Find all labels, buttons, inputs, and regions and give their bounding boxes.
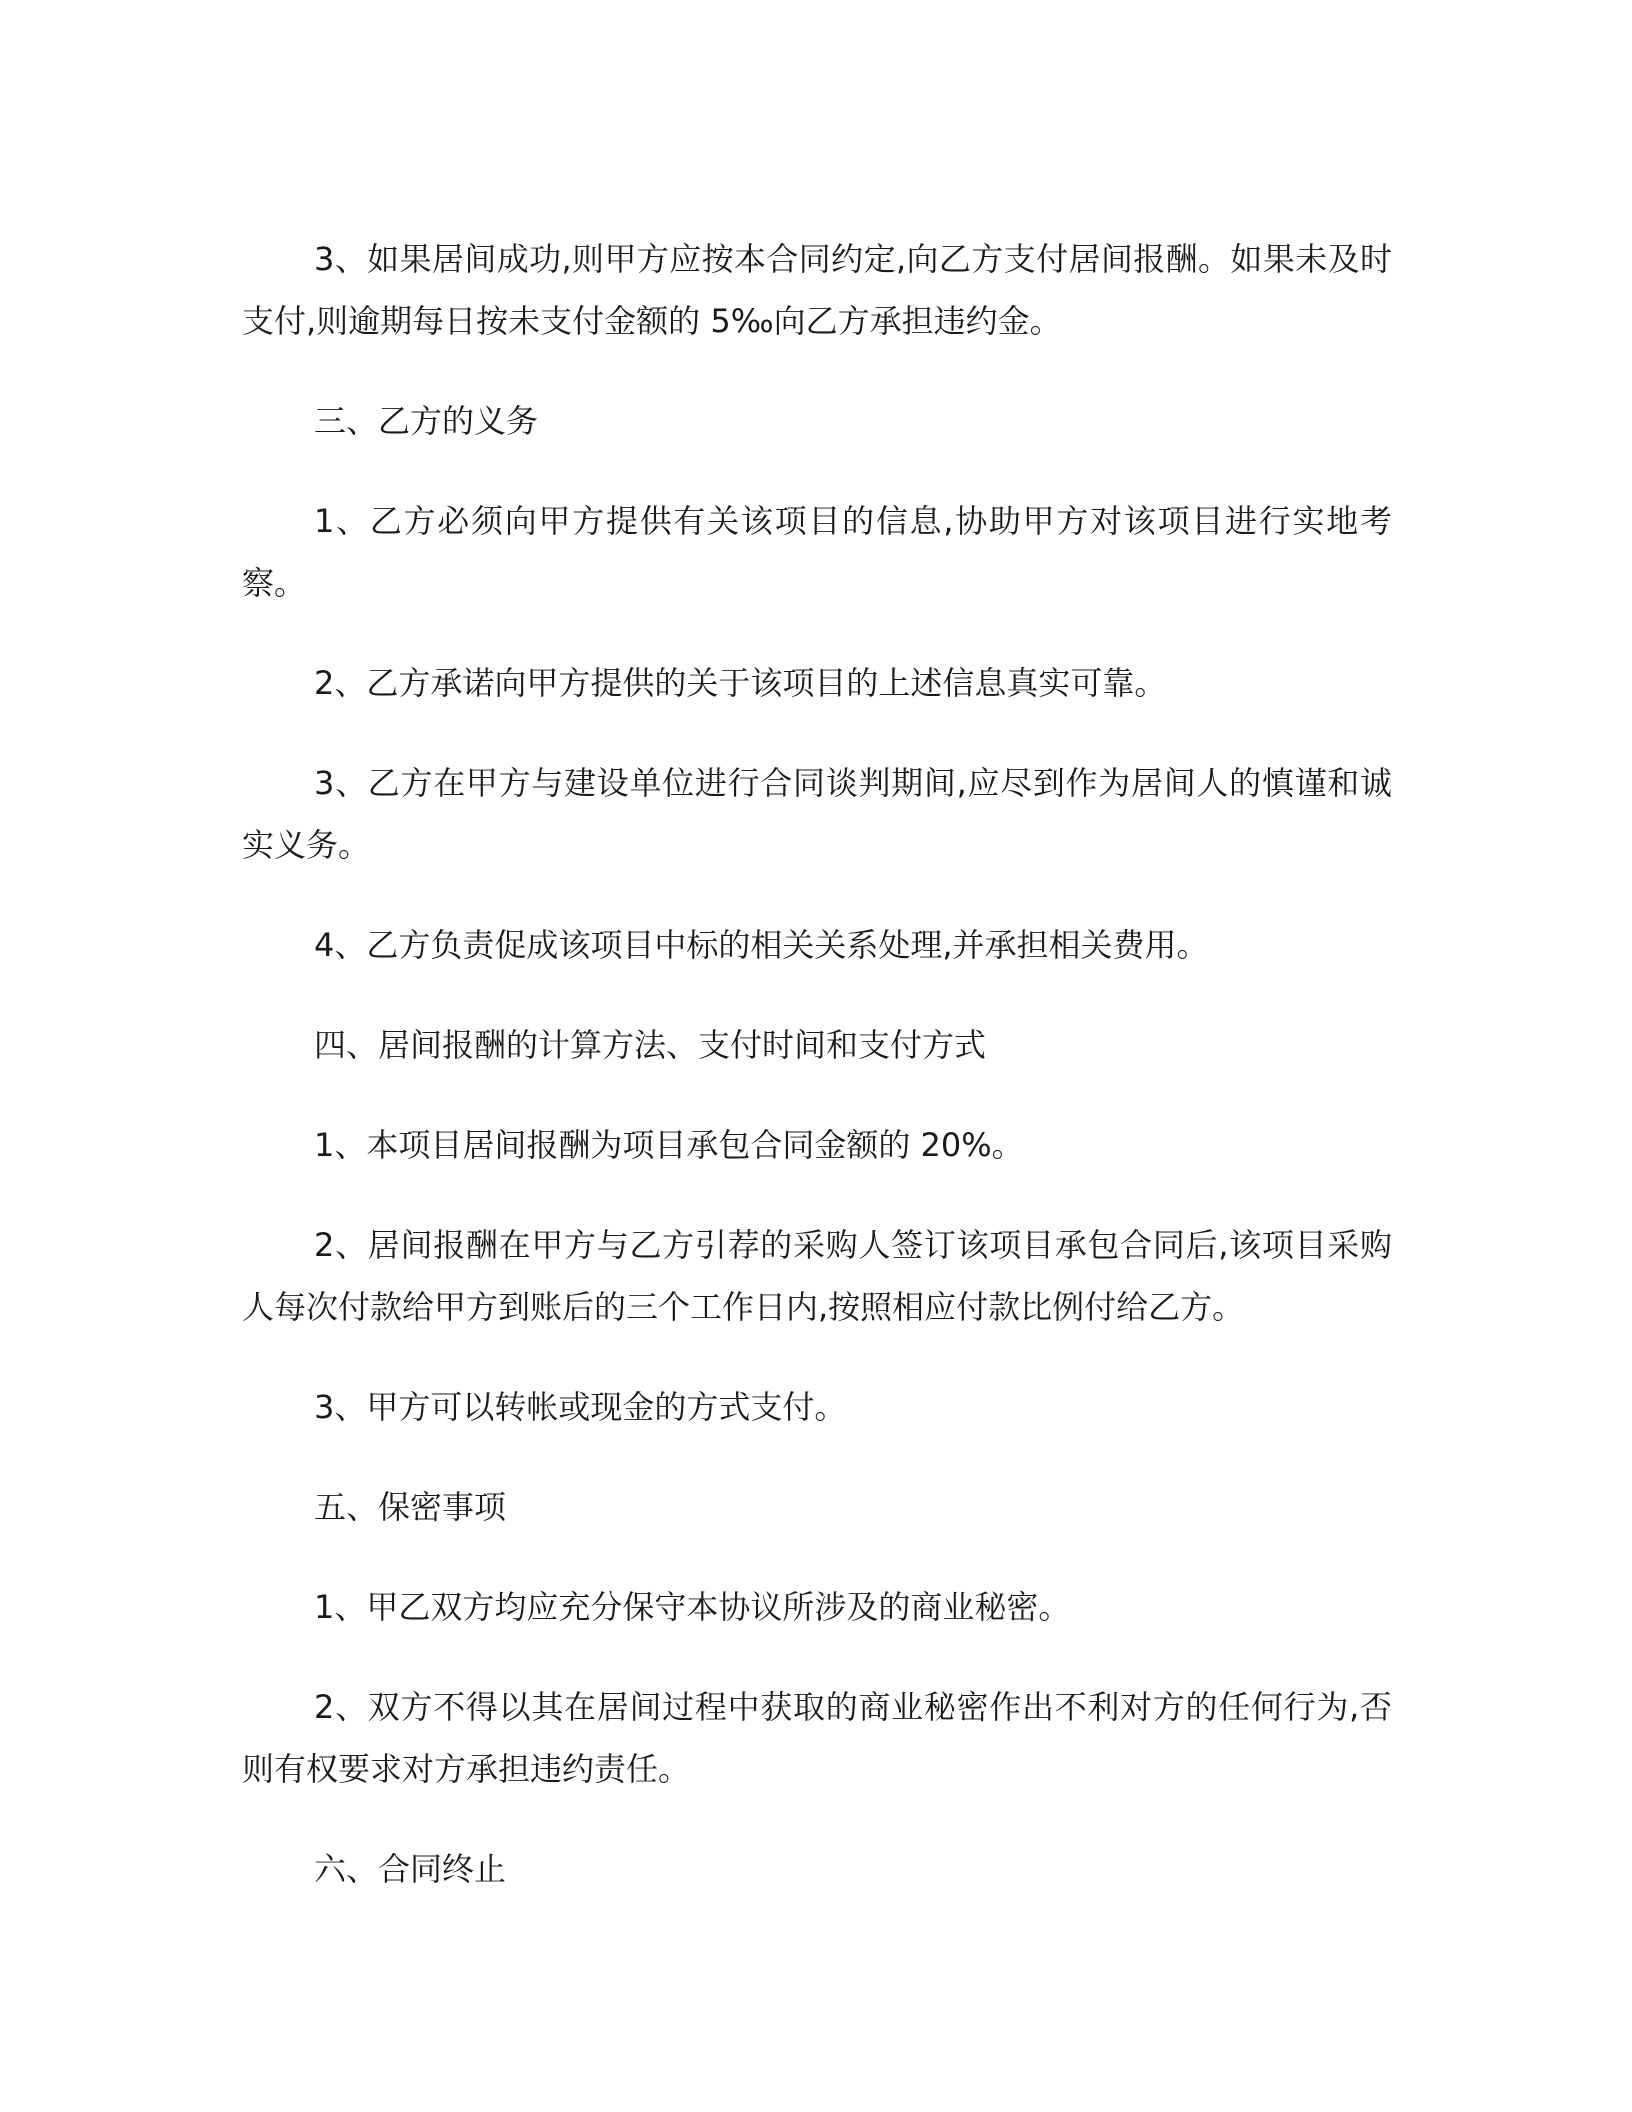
document-body xyxy=(242,228,1392,1938)
clause-4-1: 1、本项目居间报酬为项目承包合同金额的 20%。 xyxy=(314,1126,1024,1164)
clause-3-1: 1、乙方必须向甲方提供有关该项目的信息,协助甲方对该项目进行实地考察。 xyxy=(242,502,1392,602)
clause-5-2: 2、双方不得以其在居间过程中获取的商业秘密作出不利对方的任何行为,否则有权要求对方承担违约责任。 xyxy=(242,1688,1392,1788)
clause-4-3: 3、甲方可以转帐或现金的方式支付。 xyxy=(314,1388,847,1426)
clause-2-3: 3、如果居间成功,则甲方应按本合同约定,向乙方支付居间报酬。如果未及时支付,则逾期每日按未支付金额的 5‰向乙方承担违约金。 xyxy=(242,240,1392,340)
clause-4-2: 2、居间报酬在甲方与乙方引荐的采购人签订该项目承包合同后,该项目采购人每次付款给甲方到账后的三个工作日内,按照相应付款比例付给乙方。 xyxy=(242,1226,1392,1326)
clause-5-1: 1、甲乙双方均应充分保守本协议所涉及的商业秘密。 xyxy=(314,1588,1071,1626)
clause-3-3: 3、乙方在甲方与建设单位进行合同谈判期间,应尽到作为居间人的慎谨和诚实义务。 xyxy=(242,764,1392,864)
clause-3-4: 4、乙方负责促成该项目中标的相关关系处理,并承担相关费用。 xyxy=(314,926,1209,964)
section-heading-6: 六、合同终止 xyxy=(314,1850,507,1888)
clause-3-2: 2、乙方承诺向甲方提供的关于该项目的上述信息真实可靠。 xyxy=(314,664,1167,702)
section-heading-4: 四、居间报酬的计算方法、支付时间和支付方式 xyxy=(314,1026,987,1064)
section-heading-5: 五、保密事项 xyxy=(314,1488,507,1526)
section-heading-3: 三、乙方的义务 xyxy=(314,402,539,440)
